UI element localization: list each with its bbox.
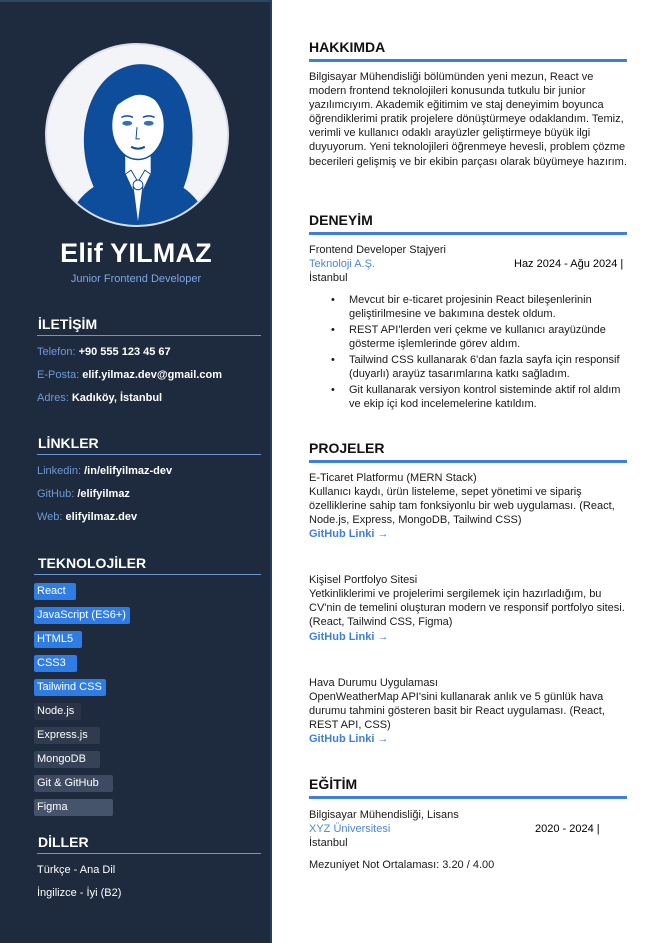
bullet-icon: •	[331, 383, 335, 396]
link-linkedin	[37, 465, 261, 479]
experience-company: Teknoloji A.Ş.	[309, 258, 376, 271]
project-item	[309, 676, 627, 746]
projects-section	[309, 440, 627, 746]
tech-tag: CSS3	[34, 655, 77, 672]
technologies-title: TEKNOLOJİLER	[34, 555, 261, 575]
experience-location: İstanbul	[309, 272, 348, 285]
language-item: Türkçe - Ana Dil	[37, 864, 116, 876]
github-value[interactable]: /elifyilmaz	[77, 488, 130, 500]
tech-tag: HTML5	[34, 631, 82, 648]
experience-bullet: • Tailwind CSS kullanarak 6'dan fazla sayfa için responsif (duyarlı) arayüz tasarımlarına katkı sağladım.	[331, 354, 620, 381]
tech-tag: Git & GitHub	[34, 775, 113, 792]
github-label: GitHub:	[37, 488, 75, 500]
links-section	[37, 435, 261, 525]
education-location: İstanbul	[309, 837, 348, 850]
contact-title: İLETİŞİM	[37, 316, 261, 336]
bullet-icon: •	[331, 354, 335, 366]
address-value: Kadıköy, İstanbul	[71, 392, 163, 404]
contact-phone	[37, 346, 261, 360]
about-title: HAKKIMDA	[309, 39, 627, 62]
linkedin-label: Linkedin:	[37, 465, 82, 477]
phone-label: Telefon:	[37, 346, 76, 358]
tech-tag-list	[34, 583, 261, 816]
education-title: EĞİTİM	[309, 776, 627, 799]
address-label: Adres:	[37, 392, 69, 404]
languages-section	[37, 834, 261, 901]
tech-tag: Express.js	[34, 727, 100, 744]
profile-name: Elif YILMAZ	[60, 238, 212, 268]
technologies-section	[34, 555, 261, 823]
avatar	[45, 43, 229, 227]
education-school: XYZ Üniversitesi	[309, 823, 391, 836]
tech-tag: MongoDB	[34, 751, 100, 768]
contact-section	[37, 316, 261, 406]
link-github	[37, 488, 261, 502]
bullet-icon: •	[331, 294, 335, 307]
about-section	[309, 39, 627, 169]
education-section	[309, 776, 627, 872]
link-web	[37, 511, 261, 525]
language-item: İngilizce - İyi (B2)	[37, 887, 122, 899]
about-text: Bilgisayar Mühendisliği bölümünden yeni mezun, React ve modern frontend teknolojileri konusunda tutkulu bir junior yazılımcıyım. Akademik eğitimim ve staj deneyimim boyunca öğrendiklerimi pratik projelere dönüştürmeye odaklandım. Temiz, verimli ve kullanıcı odaklı arayüzler geliştirmeye büyük ilgi duyuyorum. Yeni teknolojileri öğrenmeye hevesli, problem çözme becerileri gelişmiş ve bir ekibin parçası olarak büyümeye hazırım.	[309, 71, 627, 168]
experience-bullet: • REST API'lerden veri çekme ve kullanıcı arayüzünde gösterme işlemlerinde görev aldım.	[331, 324, 606, 351]
web-label: Web:	[37, 511, 63, 523]
education-dates: 2020 - 2024 |	[535, 823, 600, 836]
links-title: LİNKLER	[37, 435, 261, 455]
profile-role: Junior Frontend Developer	[70, 273, 202, 285]
project-description: OpenWeatherMap API'sini kullanarak anlık ve 5 günlük hava durumu tahmini gösteren basit bir React uygulaması. (React, REST API, CSS)	[309, 690, 605, 731]
experience-bullet: • Git kullanarak versiyon kontrol sisteminde aktif rol aldım ve ekip içi kod incelemelerine katıldım.	[331, 383, 621, 411]
phone-value[interactable]: +90 555 123 45 67	[78, 346, 171, 358]
project-title: Kişisel Portfolyo Sitesi	[309, 574, 418, 587]
email-value[interactable]: elif.yilmaz.dev@gmail.com	[82, 369, 222, 381]
tech-tag: Tailwind CSS	[34, 679, 106, 696]
bullet-icon: •	[331, 324, 335, 337]
languages-title: DİLLER	[37, 834, 261, 854]
experience-dates: Haz 2024 - Ağu 2024 |	[514, 258, 624, 271]
experience-section	[309, 212, 627, 413]
education-meta	[309, 822, 627, 836]
projects-title: PROJELER	[309, 440, 627, 463]
project-github-link[interactable]: GitHub Linki →	[309, 528, 389, 541]
project-title: Hava Durumu Uygulaması	[309, 676, 438, 689]
sidebar	[0, 0, 272, 943]
tech-tag: Figma	[34, 799, 113, 816]
tech-tag: React	[34, 583, 76, 600]
linkedin-value[interactable]: /in/elifyilmaz-dev	[84, 465, 173, 477]
experience-bullet: • Mevcut bir e-ticaret projesinin React bileşenlerinin geliştirilmesine ve bakımına destek oldum.	[331, 294, 592, 321]
experience-title: DENEYİM	[309, 212, 627, 235]
tech-tag: JavaScript (ES6+)	[34, 607, 130, 624]
tech-tag: Node.js	[34, 703, 81, 720]
project-item	[309, 471, 627, 541]
woman-portrait-icon	[47, 45, 227, 225]
project-description: Yetkinliklerimi ve projelerimi sergilemek için hazırladığım, bu CV'nin de temelini oluşturan modern ve responsif portfolyo sitesi. (React, Tailwind CSS, Figma)	[309, 588, 625, 629]
education-degree: Bilgisayar Mühendisliği, Lisans	[309, 809, 459, 821]
education-gpa: Mezuniyet Not Ortalaması: 3.20 / 4.00	[309, 859, 495, 872]
experience-bullets	[329, 293, 627, 411]
project-item	[309, 573, 627, 643]
contact-email	[37, 369, 261, 383]
web-value[interactable]: elifyilmaz.dev	[65, 511, 138, 523]
contact-address	[37, 392, 261, 406]
project-github-link[interactable]: GitHub Linki →	[309, 630, 389, 643]
project-github-link[interactable]: GitHub Linki →	[309, 732, 389, 745]
email-label: E-Posta:	[37, 369, 80, 381]
project-title: E-Ticaret Platformu (MERN Stack)	[309, 472, 477, 484]
experience-meta	[309, 257, 627, 271]
project-description: Kullanıcı kaydı, ürün listeleme, sepet yönetimi ve sipariş özelliklerine sahip tam fonksiyonlu bir web uygulaması. (React, Node.js, Express, MongoDB, Tailwind CSS)	[309, 486, 615, 527]
experience-position: Frontend Developer Stajyeri	[309, 244, 446, 256]
